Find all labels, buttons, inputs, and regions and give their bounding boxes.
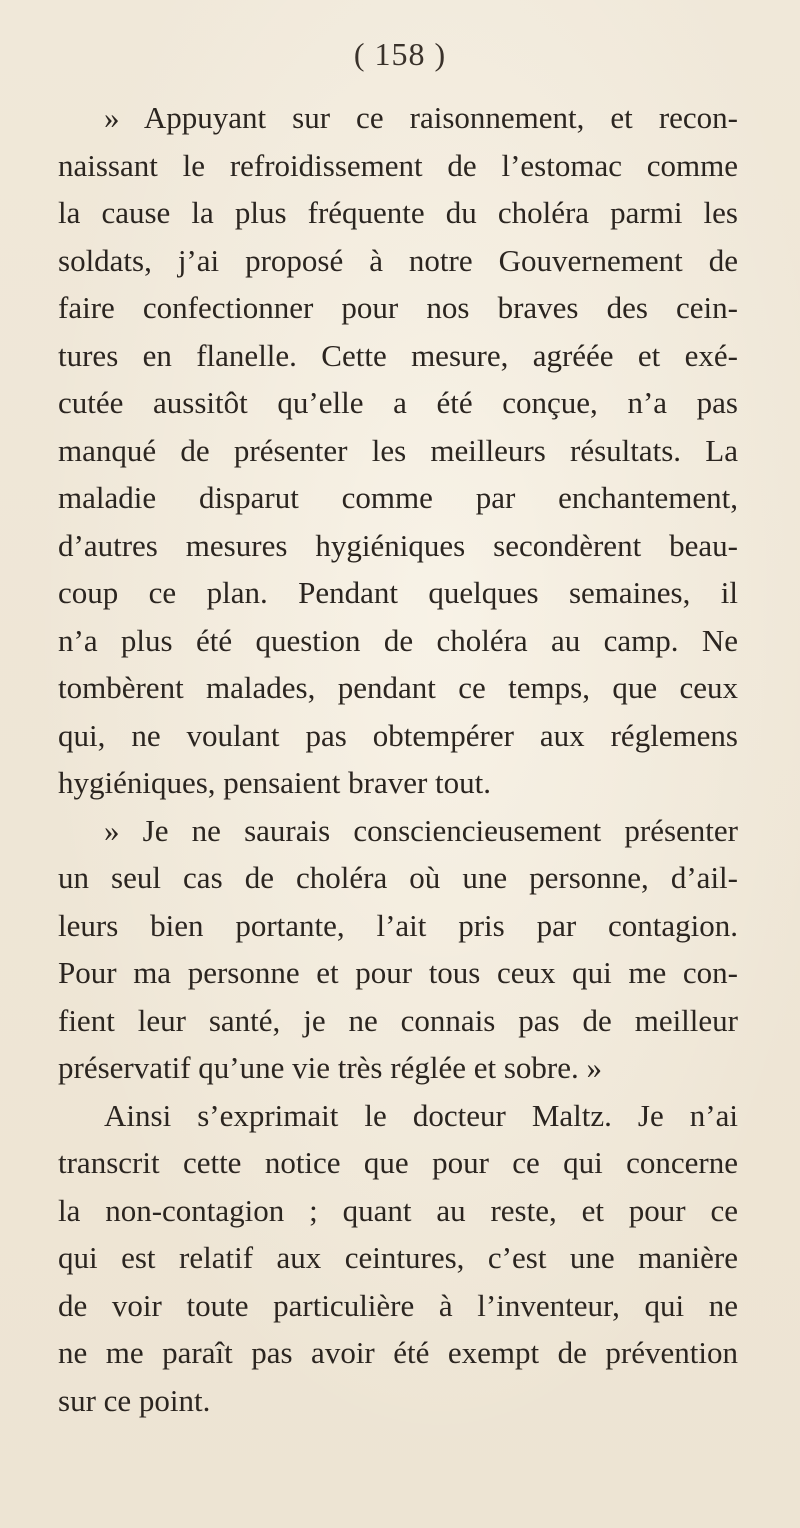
text-line: faire confectionner pour nos braves des cein-: [58, 290, 738, 325]
text-line: naissant le refroidissement de l’estomac comme: [58, 147, 738, 183]
body-text: [58, 94, 738, 1424]
text-line: » Je ne saurais consciencieusement présenter: [104, 812, 738, 848]
text-line: la cause la plus fréquente du choléra parmi les: [58, 195, 738, 230]
text-line: coup ce plan. Pendant quelques semaines, il: [58, 575, 738, 610]
text-line: d’autres mesures hygiéniques secondèrent beau-: [58, 527, 738, 563]
text-line: hygiéniques, pensaient braver tout.: [58, 765, 492, 800]
text-line: sur ce point.: [58, 1382, 211, 1418]
text-line: manqué de présenter les meilleurs résultats. La: [58, 432, 738, 468]
text-line: transcrit cette notice que pour ce qui concerne: [58, 1145, 738, 1180]
text-line: de voir toute particulière à l’inventeur, qui ne: [58, 1287, 738, 1323]
text-line: un seul cas de choléra où une personne, d’ail-: [58, 860, 738, 895]
text-line: soldats, j’ai proposé à notre Gouvernement de: [58, 242, 738, 278]
text-line: maladie disparut comme par enchantement,: [58, 480, 738, 515]
page-number: ( 158 ): [353, 36, 447, 72]
text-line: tombèrent malades, pendant ce temps, que ceux: [58, 670, 738, 705]
text-line: n’a plus été question de choléra au camp. Ne: [58, 622, 738, 658]
text-line: tures en flanelle. Cette mesure, agréée et exé-: [58, 337, 738, 373]
text-line: préservatif qu’une vie très réglée et sobre. »: [58, 1050, 602, 1085]
text-line: ne me paraît pas avoir été exempt de prévention: [58, 1335, 738, 1370]
text-line: cutée aussitôt qu’elle a été conçue, n’a pas: [58, 385, 738, 420]
text-line: la non-contagion ; quant au reste, et pour ce: [58, 1192, 738, 1228]
text-line: qui, ne voulant pas obtempérer aux réglemens: [58, 717, 738, 753]
text-line: Ainsi s’exprimait le docteur Maltz. Je n’ai: [104, 1097, 738, 1133]
text-line: qui est relatif aux ceintures, c’est une manière: [58, 1240, 738, 1275]
text-line: fient leur santé, je ne connais pas de meilleur: [58, 1002, 738, 1038]
text-line: » Appuyant sur ce raisonnement, et recon-: [104, 100, 738, 135]
text-line: leurs bien portante, l’ait pris par contagion.: [58, 907, 738, 943]
text-line: Pour ma personne et pour tous ceux qui me con-: [58, 955, 738, 990]
